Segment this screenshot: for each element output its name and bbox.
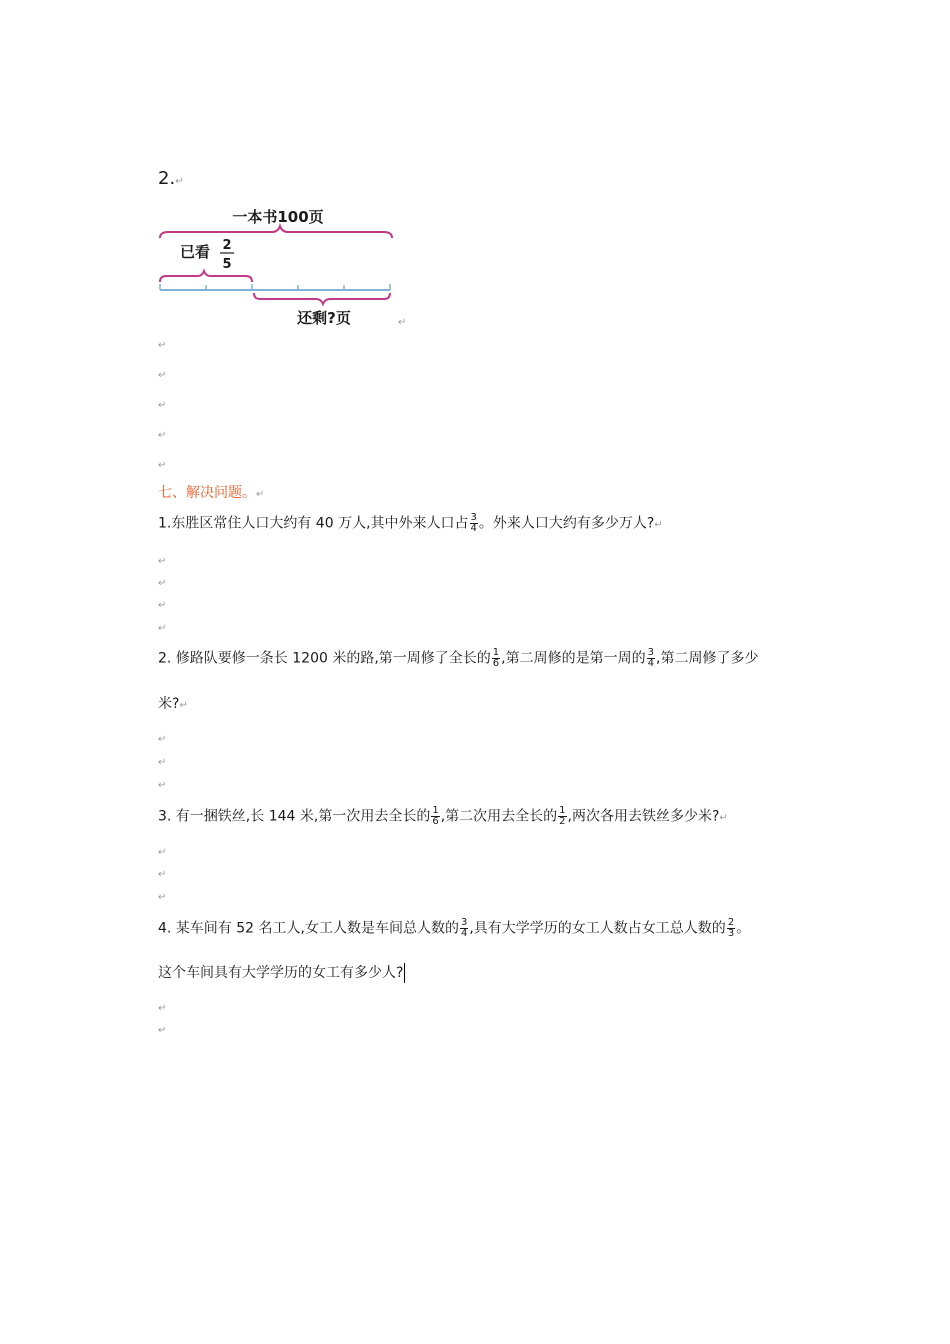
fraction-numerator: 2 — [727, 917, 735, 928]
fraction-denominator: 4 — [470, 523, 477, 534]
paragraph-mark: ↵ — [158, 869, 167, 880]
fraction — [492, 648, 500, 669]
paragraph-mark: ↵ — [256, 489, 265, 500]
paragraph-mark: ↵ — [158, 623, 167, 634]
fraction-numerator: 1 — [432, 805, 439, 816]
problem-text: ,第二周修了多少 — [656, 650, 759, 667]
problem-text: 。外来人口大约有多少万人? — [478, 515, 655, 532]
paragraph-mark: ↵ — [398, 317, 407, 328]
problem-4-line-2[interactable] — [158, 963, 405, 983]
fraction — [727, 918, 735, 939]
fraction-denominator: 3 — [727, 928, 735, 939]
fraction-numerator: 3 — [460, 917, 468, 928]
problem-text: ,第二周修的是第一周的 — [501, 650, 646, 667]
problem-text: 。 — [736, 920, 751, 937]
fraction-denominator: 6 — [492, 658, 500, 669]
paragraph-mark: ↵ — [158, 430, 167, 441]
book-pages-diagram — [150, 200, 410, 335]
section-heading — [158, 482, 264, 502]
fraction-denominator: 4 — [647, 658, 654, 669]
paragraph-mark: ↵ — [158, 780, 167, 791]
fraction — [431, 806, 439, 827]
paragraph-mark: ↵ — [719, 812, 728, 824]
paragraph-mark: ↵ — [158, 757, 167, 768]
fraction-numerator: 1 — [559, 805, 566, 816]
problem-text: 4. 某车间有 52 名工人,女工人数是车间总人数的 — [158, 920, 459, 937]
paragraph-mark: ↵ — [158, 892, 167, 903]
paragraph-mark: ↵ — [158, 1003, 167, 1014]
fraction-numerator: 3 — [647, 647, 654, 658]
paragraph-mark: ↵ — [158, 578, 167, 589]
paragraph-mark: ↵ — [158, 600, 167, 611]
paragraph-mark: ↵ — [179, 700, 188, 711]
problem-text: 1.东胜区常住人口大约有 40 万人,其中外来人口占 — [158, 515, 469, 532]
read-fraction-numerator: 2 — [222, 238, 232, 253]
remaining-label: 还剩?页 — [297, 309, 351, 327]
problem-text: ,具有大学学历的女工人数占女工总人数的 — [469, 920, 726, 937]
problem-text: 3. 有一捆铁丝,长 144 米,第一次用去全长的 — [158, 808, 431, 825]
total-brace — [160, 226, 392, 238]
section-heading-text: 七、解决问题。 — [158, 485, 256, 501]
problem-text: 米? — [158, 696, 180, 712]
paragraph-mark: ↵ — [175, 176, 184, 187]
remaining-brace — [254, 293, 390, 304]
paragraph-mark: ↵ — [158, 370, 167, 381]
text-cursor — [404, 963, 405, 983]
paragraph-mark: ↵ — [158, 1025, 167, 1036]
problem-3 — [158, 806, 728, 829]
fraction — [558, 806, 566, 827]
fraction — [460, 918, 468, 939]
fraction — [470, 513, 478, 534]
fraction-numerator: 3 — [470, 512, 477, 523]
paragraph-mark: ↵ — [158, 400, 167, 411]
paragraph-mark: ↵ — [158, 340, 167, 351]
paragraph-mark: ↵ — [158, 556, 167, 567]
paragraph-mark: ↵ — [654, 519, 663, 531]
question-number: 2. — [158, 168, 176, 189]
question-2-heading — [158, 168, 184, 189]
problem-text: ,第二次用去全长的 — [440, 808, 558, 825]
fraction-numerator: 1 — [492, 647, 500, 658]
fraction-denominator: 6 — [432, 816, 439, 827]
problem-4 — [158, 918, 750, 939]
paragraph-mark: ↵ — [158, 734, 167, 745]
total-pages-label: 一本书100页 — [232, 208, 324, 226]
problem-text: ,两次各用去铁丝多少米? — [567, 808, 720, 825]
fraction-denominator: 4 — [460, 928, 468, 939]
problem-2 — [158, 648, 758, 669]
problem-2-line-2 — [158, 694, 188, 716]
read-label: 已看 — [180, 243, 211, 261]
read-fraction-denominator: 5 — [222, 257, 232, 272]
fraction — [647, 648, 655, 669]
paragraph-mark: ↵ — [158, 847, 167, 858]
paragraph-mark: ↵ — [158, 460, 167, 471]
read-brace — [160, 271, 252, 282]
problem-text: 这个车间具有大学学历的女工有多少人? — [158, 965, 404, 981]
fraction-denominator: 2 — [559, 816, 566, 827]
problem-text: 2. 修路队要修一条长 1200 米的路,第一周修了全长的 — [158, 650, 491, 667]
problem-1 — [158, 513, 663, 536]
